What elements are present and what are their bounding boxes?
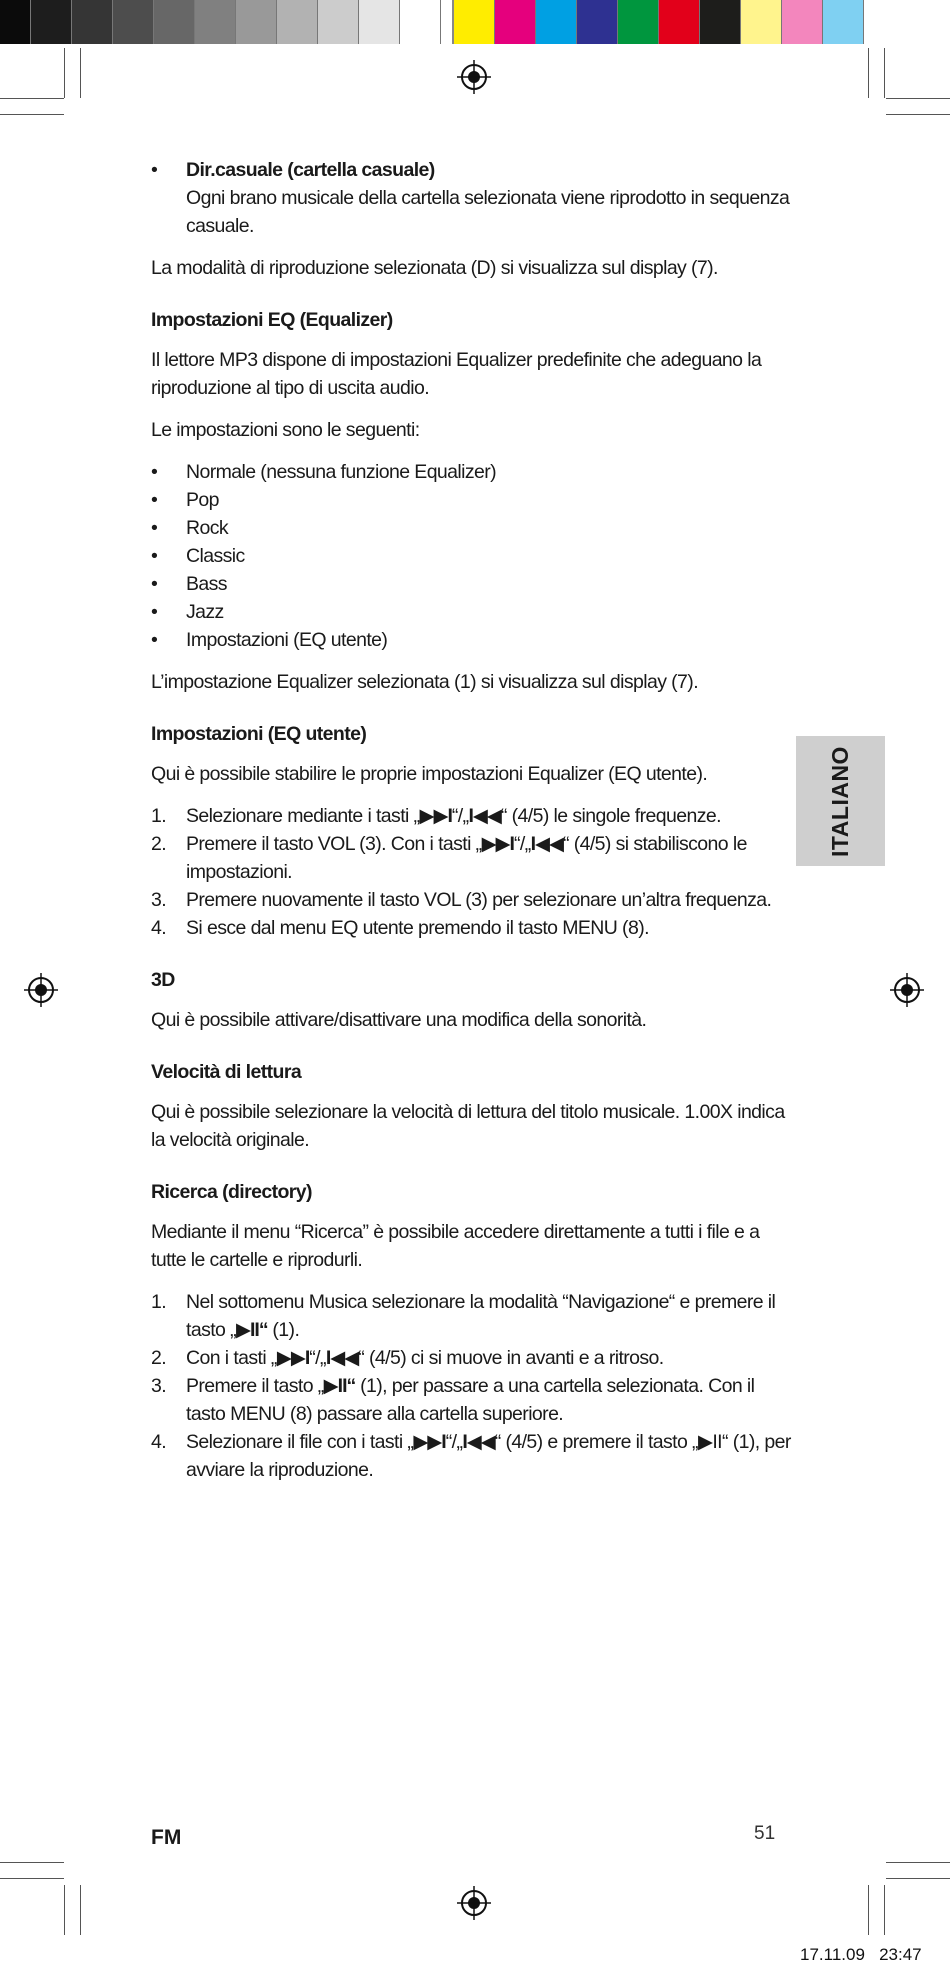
list-item: • Normale (nessuna funzione Equalizer): [151, 458, 791, 486]
color-swatch: [782, 0, 823, 44]
list-item: 4. Si esce dal menu EQ utente premendo il tasto MENU (8).: [151, 917, 649, 939]
paragraph: Qui è possibile selezionare la velocità di lettura del titolo musicale. 1.00X indica la velocità originale.: [151, 1101, 785, 1151]
gray-swatch: [195, 0, 236, 44]
section-heading: Ricerca (directory): [151, 1181, 312, 1203]
intro-bullet-list: [151, 156, 791, 240]
bullet-text: Ogni brano musicale della cartella selezionata viene riprodotto in sequenza casuale.: [186, 187, 790, 237]
registration-mark-icon: [890, 973, 924, 1007]
list-item: • Bass: [151, 570, 791, 598]
list-item: 4. Selezionare il file con i tasti „▶▶I“/„I◀◀“ (4/5) e premere il tasto „▶II“ (1), per avviare la riproduzione.: [151, 1431, 791, 1481]
registration-mark-icon: [24, 973, 58, 1007]
registration-mark-icon: [457, 60, 491, 94]
paragraph: La modalità di riproduzione selezionata (D) si visualizza sul display (7).: [151, 257, 718, 279]
gray-swatch: [318, 0, 359, 44]
crop-mark: [0, 114, 64, 115]
language-tab-label: ITALIANO: [827, 745, 853, 857]
gray-swatch: [154, 0, 195, 44]
print-timestamp: 17.11.09 23:47: [800, 1945, 922, 1964]
color-swatch: [536, 0, 577, 44]
bullet-title: • Dir.casuale (cartella casuale): [186, 159, 435, 181]
list-item: 2. Premere il tasto VOL (3). Con i tasti „▶▶I“/„I◀◀“ (4/5) si stabiliscono le impostazioni.: [151, 833, 747, 883]
crop-mark: [0, 1878, 64, 1879]
paragraph: Le impostazioni sono le seguenti:: [151, 419, 420, 441]
crop-mark: [80, 1885, 81, 1935]
colorbar-gap: [441, 0, 452, 44]
list-item: • Jazz: [151, 598, 791, 626]
gray-swatch: [236, 0, 277, 44]
eq-options-list: [151, 458, 791, 654]
crop-mark: [886, 114, 950, 115]
color-swatch: [454, 0, 495, 44]
registration-mark-icon: [457, 1886, 491, 1920]
crop-mark: [0, 1862, 64, 1863]
crop-mark: [886, 1878, 950, 1879]
search-steps: [151, 1288, 791, 1484]
crop-mark: [80, 48, 81, 98]
section-heading: 3D: [151, 969, 175, 991]
gray-swatch: [400, 0, 441, 44]
color-swatch: [659, 0, 700, 44]
gray-swatch: [72, 0, 113, 44]
color-calibration-bar: [0, 0, 864, 44]
list-item: • Pop: [151, 486, 791, 514]
crop-mark: [868, 1885, 869, 1935]
gray-swatch: [31, 0, 72, 44]
list-item: • Classic: [151, 542, 791, 570]
crop-mark: [884, 1885, 885, 1935]
paragraph: Qui è possibile stabilire le proprie impostazioni Equalizer (EQ utente).: [151, 763, 708, 785]
crop-mark: [0, 98, 64, 99]
gray-swatch: [359, 0, 400, 44]
manual-content: [151, 156, 791, 1498]
color-swatch: [577, 0, 618, 44]
list-item: [151, 156, 791, 240]
crop-mark: [64, 48, 65, 98]
paragraph: Mediante il menu “Ricerca” è possibile accedere direttamente a tutti i file e a tutte le cartelle e riprodurli.: [151, 1221, 760, 1271]
list-item: 1. Nel sottomenu Musica selezionare la modalità “Navigazione“ e premere il tasto „▶II“ (1).: [151, 1291, 776, 1341]
color-swatch: [495, 0, 536, 44]
color-swatch: [618, 0, 659, 44]
language-tab: [796, 736, 885, 866]
crop-mark: [64, 1885, 65, 1935]
gray-swatch: [277, 0, 318, 44]
paragraph: Qui è possibile attivare/disattivare una modifica della sonorità.: [151, 1009, 647, 1031]
color-swatch: [741, 0, 782, 44]
section-heading: Impostazioni (EQ utente): [151, 723, 367, 745]
section-heading: Impostazioni EQ (Equalizer): [151, 309, 393, 331]
gray-swatch: [113, 0, 154, 44]
page-number: 51: [754, 1823, 776, 1844]
list-item: • Rock: [151, 514, 791, 542]
color-swatch: [823, 0, 864, 44]
list-item: 2. Con i tasti „▶▶I“/„I◀◀“ (4/5) ci si muove in avanti e a ritroso.: [151, 1347, 664, 1369]
list-item: 3. Premere il tasto „▶II“ (1), per passare a una cartella selezionata. Con il tasto MENU (8) passare alla cartella superiore.: [151, 1375, 755, 1425]
paragraph: Il lettore MP3 dispone di impostazioni Equalizer predefinite che adeguano la riproduzione al tipo di uscita audio.: [151, 349, 762, 399]
crop-mark: [886, 98, 950, 99]
list-item: 1. Selezionare mediante i tasti „▶▶I“/„I◀◀“ (4/5) le singole frequenze.: [151, 805, 721, 827]
crop-mark: [886, 1862, 950, 1863]
eq-user-steps: [151, 802, 791, 942]
footer-section-label: FM: [151, 1826, 182, 1849]
gray-swatch: [0, 0, 31, 44]
crop-mark: [868, 48, 869, 98]
crop-mark: [884, 48, 885, 98]
list-item: 3. Premere nuovamente il tasto VOL (3) per selezionare un’altra frequenza.: [151, 889, 772, 911]
paragraph: L’impostazione Equalizer selezionata (1) si visualizza sul display (7).: [151, 671, 699, 693]
color-swatch: [700, 0, 741, 44]
list-item: • Impostazioni (EQ utente): [151, 626, 791, 654]
section-heading: Velocità di lettura: [151, 1061, 302, 1083]
